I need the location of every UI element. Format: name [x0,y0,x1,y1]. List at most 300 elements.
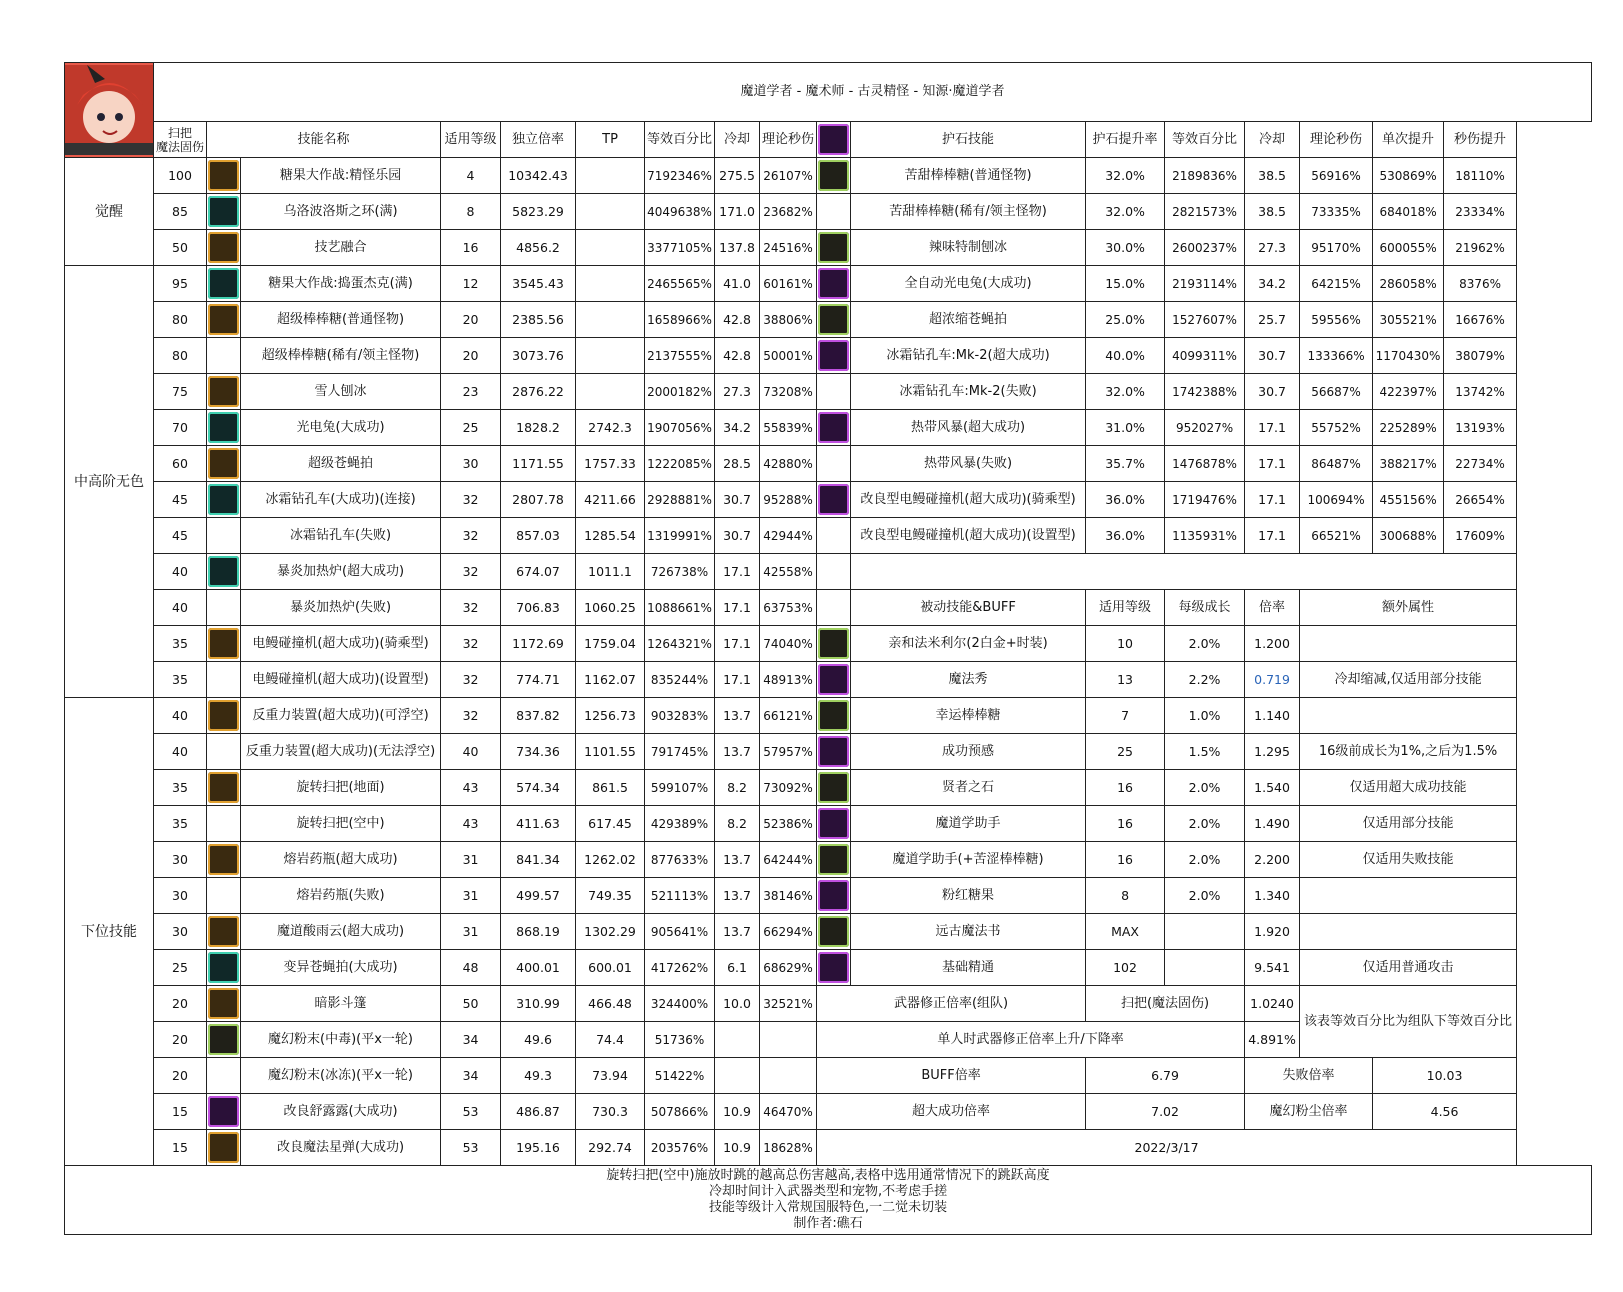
passive-name: 魔道学助手 [851,806,1086,842]
table-row [65,1058,1592,1094]
rune-header-icon [818,124,849,155]
skill-name: 熔岩药瓶(超大成功) [241,842,441,878]
skill-mult: 837.82 [501,698,576,734]
passive-mult: 1.920 [1245,914,1300,950]
skill-name: 乌洛波洛斯之环(满) [241,194,441,230]
icon-cell [817,878,851,914]
passive-level: 102 [1086,950,1165,986]
rune-theory-dps: 66521% [1300,518,1373,554]
skill-name: 超级棒棒糖(普通怪物) [241,302,441,338]
skill-req-level: 32 [441,554,501,590]
skill-req-level: 34 [441,1022,501,1058]
passive-extra [1300,626,1517,662]
header-equiv-pct: 等效百分比 [645,122,715,158]
skill-req-level: 53 [441,1094,501,1130]
icon-cell [817,806,851,842]
skill-mult: 734.36 [501,734,576,770]
skill-theory-dps: 57957% [760,734,817,770]
table-row [65,770,1592,806]
table-row [65,302,1592,338]
skill-level: 50 [154,230,207,266]
skill-equiv-pct: 903283% [645,698,715,734]
skill-level: 95 [154,266,207,302]
skill-req-level: 20 [441,338,501,374]
concentrated-swatter-icon [818,304,849,335]
rune-single-boost: 225289% [1373,410,1444,446]
header-row [65,122,1592,158]
icon-cell [207,554,241,590]
skill-mult: 486.87 [501,1094,576,1130]
icon-cell [207,626,241,662]
skill-tp: 292.74 [576,1130,645,1166]
skill-mult: 195.16 [501,1130,576,1166]
skill-name: 改良魔法星弹(大成功) [241,1130,441,1166]
pink-candy-icon [818,880,849,911]
rune-cooldown: 17.1 [1245,482,1300,518]
acid-cloud-icon [208,916,239,947]
skill-level: 20 [154,986,207,1022]
skill-name: 电鳗碰撞机(超大成功)(设置型) [241,662,441,698]
skill-equiv-pct: 2928881% [645,482,715,518]
skill-equiv-pct: 51422% [645,1058,715,1094]
skill-tp [576,194,645,230]
table-row [65,374,1592,410]
skill-mult: 4856.2 [501,230,576,266]
icon-cell [817,914,851,950]
skill-req-level: 30 [441,446,501,482]
passive-level: 7 [1086,698,1165,734]
passive-extra: 仅适用部分技能 [1300,806,1517,842]
skill-equiv-pct: 507866% [645,1094,715,1130]
rune-single-boost: 286058% [1373,266,1444,302]
skill-theory-dps: 95288% [760,482,817,518]
skill-equiv-pct: 7192346% [645,158,715,194]
skill-mult: 1171.55 [501,446,576,482]
footer-line: 旋转扫把(空中)施放时跳的越高总伤害越高,表格中选用通常情况下的跳跃高度 [606,1168,1050,1183]
lava-potion-icon [208,844,239,875]
skill-mult: 841.34 [501,842,576,878]
skill-mult: 499.57 [501,878,576,914]
rune-cooldown: 25.7 [1245,302,1300,338]
skill-req-level: 34 [441,1058,501,1094]
rune-rate: 40.0% [1086,338,1165,374]
rune-theory-dps: 73335% [1300,194,1373,230]
skill-mult: 2385.56 [501,302,576,338]
skill-tp: 730.3 [576,1094,645,1130]
skill-cooldown: 137.8 [715,230,760,266]
skill-cooldown: 17.1 [715,662,760,698]
super-success-label: 超大成功倍率 [817,1094,1086,1130]
skill-equiv-pct: 1658966% [645,302,715,338]
passive-extra [1300,698,1517,734]
rune-rate: 32.0% [1086,194,1165,230]
passive-growth [1165,914,1245,950]
lucky-lollipop-icon [818,700,849,731]
skill-mult: 3073.76 [501,338,576,374]
skill-tp: 466.48 [576,986,645,1022]
skill-cooldown: 17.1 [715,626,760,662]
icon-cell [207,806,241,842]
rune-cooldown: 34.2 [1245,266,1300,302]
skill-cooldown [715,1022,760,1058]
date-cell: 2022/3/17 [817,1130,1517,1166]
header-rune-skill: 护石技能 [851,122,1086,158]
skill-tp [576,230,645,266]
skill-cooldown: 10.0 [715,986,760,1022]
skill-name: 技艺融合 [241,230,441,266]
skill-equiv-pct: 835244% [645,662,715,698]
skill-cooldown: 13.7 [715,698,760,734]
eel-collider-icon [208,628,239,659]
skill-level: 85 [154,194,207,230]
icon-cell [817,698,851,734]
icon-cell [207,1022,241,1058]
passive-header-mult: 倍率 [1245,590,1300,626]
category-label: 下位技能 [65,698,154,1166]
magic-star-icon [208,1132,239,1163]
skill-cooldown: 6.1 [715,950,760,986]
fly-swatter-icon [208,448,239,479]
skill-cooldown: 30.7 [715,518,760,554]
skill-theory-dps: 73092% [760,770,817,806]
skill-cooldown: 13.7 [715,734,760,770]
icon-cell [207,662,241,698]
passive-mult: 1.295 [1245,734,1300,770]
character-avatar [65,63,154,158]
improved-eel-icon [818,484,849,515]
heating-furnace-icon [208,556,239,587]
skill-name: 冰霜钻孔车(失败) [241,518,441,554]
rune-rate: 36.0% [1086,482,1165,518]
header-rune-equiv: 等效百分比 [1165,122,1245,158]
skill-level: 60 [154,446,207,482]
skill-cooldown: 8.2 [715,770,760,806]
rune-theory-dps: 86487% [1300,446,1373,482]
skill-level: 40 [154,698,207,734]
skill-level: 35 [154,770,207,806]
skill-level: 35 [154,662,207,698]
skill-mult: 49.6 [501,1022,576,1058]
skill-mult: 10342.43 [501,158,576,194]
passive-level: 13 [1086,662,1165,698]
rune-dps-boost: 13193% [1444,410,1517,446]
rune-theory-dps: 56916% [1300,158,1373,194]
skill-mult: 857.03 [501,518,576,554]
icon-cell [817,734,851,770]
rune-single-boost: 600055% [1373,230,1444,266]
skill-tp: 1759.04 [576,626,645,662]
skill-equiv-pct: 521113% [645,878,715,914]
skill-level: 35 [154,626,207,662]
passive-header-level: 适用等级 [1086,590,1165,626]
skill-req-level: 25 [441,410,501,446]
skill-req-level: 43 [441,770,501,806]
weapon-note: 该表等效百分比为组队下等效百分比 [1300,986,1517,1058]
header-rune-dps: 理论秒伤 [1300,122,1373,158]
skill-cooldown: 10.9 [715,1130,760,1166]
rune-theory-dps: 55752% [1300,410,1373,446]
skill-level: 40 [154,590,207,626]
passive-name: 魔法秀 [851,662,1086,698]
skill-tp [576,338,645,374]
passive-mult: 1.200 [1245,626,1300,662]
skill-req-level: 31 [441,878,501,914]
rune-name: 热带风暴(超大成功) [851,410,1086,446]
skill-level: 20 [154,1022,207,1058]
skill-theory-dps: 73208% [760,374,817,410]
skill-equiv-pct: 417262% [645,950,715,986]
rune-cooldown: 17.1 [1245,446,1300,482]
passive-mult: 1.490 [1245,806,1300,842]
icon-cell [207,410,241,446]
passive-growth: 2.0% [1165,842,1245,878]
rune-cooldown: 30.7 [1245,338,1300,374]
skill-name: 糖果大作战:精怪乐园 [241,158,441,194]
skill-theory-dps: 63753% [760,590,817,626]
skill-req-level: 50 [441,986,501,1022]
skill-mult: 868.19 [501,914,576,950]
icon-cell [817,554,851,590]
footer-line: 制作者:礁石 [793,1216,863,1231]
icon-cell [817,266,851,302]
icon-cell [207,734,241,770]
skill-cooldown: 8.2 [715,806,760,842]
rune-name: 冰霜钻孔车:Mk-2(失败) [851,374,1086,410]
skill-req-level: 32 [441,662,501,698]
icon-cell [817,410,851,446]
icon-cell [207,446,241,482]
skill-mult: 2807.78 [501,482,576,518]
rune-theory-dps: 133366% [1300,338,1373,374]
rune-rate: 25.0% [1086,302,1165,338]
skill-tp: 1302.29 [576,914,645,950]
rune-name: 苦甜棒棒糖(稀有/领主怪物) [851,194,1086,230]
skill-level: 15 [154,1094,207,1130]
rune-rate: 36.0% [1086,518,1165,554]
skill-theory-dps [760,1022,817,1058]
weapon-label: 武器修正倍率(组队) [817,986,1086,1022]
passive-level: 25 [1086,734,1165,770]
table-row [65,194,1592,230]
fail-rate-value: 10.03 [1373,1058,1517,1094]
icon-cell [207,374,241,410]
skill-equiv-pct: 429389% [645,806,715,842]
rune-dps-boost: 38079% [1444,338,1517,374]
skill-theory-dps: 55839% [760,410,817,446]
icon-cell [817,770,851,806]
rune-equiv-pct: 1719476% [1165,482,1245,518]
skill-name: 反重力装置(超大成功)(无法浮空) [241,734,441,770]
skill-level: 70 [154,410,207,446]
table-row [65,878,1592,914]
icon-cell [207,698,241,734]
skill-req-level: 32 [441,590,501,626]
passive-name: 魔道学助手(+苦涩棒棒糖) [851,842,1086,878]
passive-extra: 冷却缩减,仅适用部分技能 [1300,662,1517,698]
prank-jack-icon [208,268,239,299]
passive-extra: 仅适用失败技能 [1300,842,1517,878]
skill-mult: 411.63 [501,806,576,842]
skill-theory-dps: 50001% [760,338,817,374]
icon-cell [817,194,851,230]
skill-equiv-pct: 1222085% [645,446,715,482]
footer-line: 冷却时间计入武器类型和宠物,不考虑手搓 [708,1184,948,1199]
skill-tp: 1162.07 [576,662,645,698]
passive-extra [1300,878,1517,914]
skill-equiv-pct: 324400% [645,986,715,1022]
bittersweet-lollipop-icon [818,160,849,191]
skill-equiv-pct: 1088661% [645,590,715,626]
skill-theory-dps: 32521% [760,986,817,1022]
rune-equiv-pct: 2189836% [1165,158,1245,194]
skill-cooldown: 275.5 [715,158,760,194]
header-tp: TP [576,122,645,158]
electric-rabbit-icon [208,412,239,443]
footer-line: 技能等级计入常规国服特色,一二觉未切装 [708,1200,948,1215]
skill-equiv-pct: 1264321% [645,626,715,662]
passive-name: 成功预感 [851,734,1086,770]
skill-mult: 3545.43 [501,266,576,302]
skill-tp: 4211.66 [576,482,645,518]
header-cooldown: 冷却 [715,122,760,158]
passive-growth: 2.2% [1165,662,1245,698]
icon-cell [207,986,241,1022]
skill-cooldown: 13.7 [715,842,760,878]
footer-row [65,1166,1592,1235]
skill-req-level: 48 [441,950,501,986]
rune-single-boost: 422397% [1373,374,1444,410]
avatar-image [65,65,153,155]
icon-cell [207,266,241,302]
skill-equiv-pct: 2137555% [645,338,715,374]
skill-tp: 617.45 [576,806,645,842]
skill-name: 熔岩药瓶(失败) [241,878,441,914]
skill-mult: 674.07 [501,554,576,590]
rune-theory-dps: 95170% [1300,230,1373,266]
rune-theory-dps: 64215% [1300,266,1373,302]
skill-equiv-pct: 3377105% [645,230,715,266]
skill-equiv-pct: 599107% [645,770,715,806]
skill-tp: 861.5 [576,770,645,806]
rune-name: 冰霜钻孔车:Mk-2(超大成功) [851,338,1086,374]
skill-table [64,62,1592,1235]
passive-growth: 1.0% [1165,698,1245,734]
skill-name: 光电兔(大成功) [241,410,441,446]
magic-powder-icon [208,1024,239,1055]
skill-name: 超级苍蝇拍 [241,446,441,482]
rune-single-boost: 300688% [1373,518,1444,554]
skill-req-level: 40 [441,734,501,770]
skill-tp [576,158,645,194]
skill-theory-dps: 60161% [760,266,817,302]
skill-cooldown [715,1058,760,1094]
passive-header-extra: 额外属性 [1300,590,1517,626]
magic-powder-value: 4.56 [1373,1094,1517,1130]
skill-req-level: 53 [441,1130,501,1166]
skill-tp: 1262.02 [576,842,645,878]
skill-equiv-pct: 203576% [645,1130,715,1166]
skill-equiv-pct: 1319991% [645,518,715,554]
rune-theory-dps: 56687% [1300,374,1373,410]
rune-dps-boost: 18110% [1444,158,1517,194]
skill-name: 反重力装置(超大成功)(可浮空) [241,698,441,734]
table-row [65,158,1592,194]
passive-mult: 9.541 [1245,950,1300,986]
skill-equiv-pct: 726738% [645,554,715,590]
icon-cell [817,374,851,410]
skill-equiv-pct: 877633% [645,842,715,878]
skill-name: 变异苍蝇拍(大成功) [241,950,441,986]
passive-level: 16 [1086,806,1165,842]
table-row [65,626,1592,662]
rune-equiv-pct: 4099311% [1165,338,1245,374]
skill-theory-dps: 23682% [760,194,817,230]
skill-tp: 74.4 [576,1022,645,1058]
skill-level: 30 [154,878,207,914]
rune-rate: 31.0% [1086,410,1165,446]
skill-theory-dps: 42944% [760,518,817,554]
icon-cell [817,158,851,194]
icon-cell [817,518,851,554]
spicy-ice-icon [818,232,849,263]
skill-theory-dps: 66121% [760,698,817,734]
table-row [65,662,1592,698]
rune-single-boost: 530869% [1373,158,1444,194]
passive-name: 粉红糖果 [851,878,1086,914]
icon-cell [207,878,241,914]
table-row [65,518,1592,554]
skill-theory-dps: 42558% [760,554,817,590]
skill-name: 电鳗碰撞机(超大成功)(骑乘型) [241,626,441,662]
icon-cell [207,194,241,230]
header-skill-name: 技能名称 [207,122,441,158]
ouroboros-ring-icon [208,196,239,227]
skill-name: 冰霜钻孔车(大成功)(连接) [241,482,441,518]
skill-req-level: 12 [441,266,501,302]
skill-theory-dps: 24516% [760,230,817,266]
skill-cooldown: 34.2 [715,410,760,446]
rune-single-boost: 455156% [1373,482,1444,518]
skill-level: 25 [154,950,207,986]
rune-equiv-pct: 1527607% [1165,302,1245,338]
skill-mult: 310.99 [501,986,576,1022]
skill-equiv-pct: 51736% [645,1022,715,1058]
passive-name: 基础精通 [851,950,1086,986]
rune-dps-boost: 17609% [1444,518,1517,554]
rune-single-boost: 388217% [1373,446,1444,482]
skill-cooldown: 42.8 [715,338,760,374]
skill-tp: 1011.1 [576,554,645,590]
rune-equiv-pct: 1742388% [1165,374,1245,410]
icon-cell [207,590,241,626]
auto-rabbit-icon [818,268,849,299]
icon-cell [207,482,241,518]
rune-name: 超浓缩苍蝇拍 [851,302,1086,338]
rune-cooldown: 17.1 [1245,518,1300,554]
blank-section [851,554,1517,590]
rune-name: 改良型电鳗碰撞机(超大成功)(设置型) [851,518,1086,554]
ancient-book-icon [818,916,849,947]
skill-name: 超级棒棒糖(稀有/领主怪物) [241,338,441,374]
skill-equiv-pct: 1907056% [645,410,715,446]
skill-req-level: 32 [441,698,501,734]
skill-cooldown: 42.8 [715,302,760,338]
skill-equiv-pct: 791745% [645,734,715,770]
skill-name: 糖果大作战:捣蛋杰克(满) [241,266,441,302]
sage-stone-icon [818,772,849,803]
mutant-swatter-icon [208,952,239,983]
rune-rate: 30.0% [1086,230,1165,266]
